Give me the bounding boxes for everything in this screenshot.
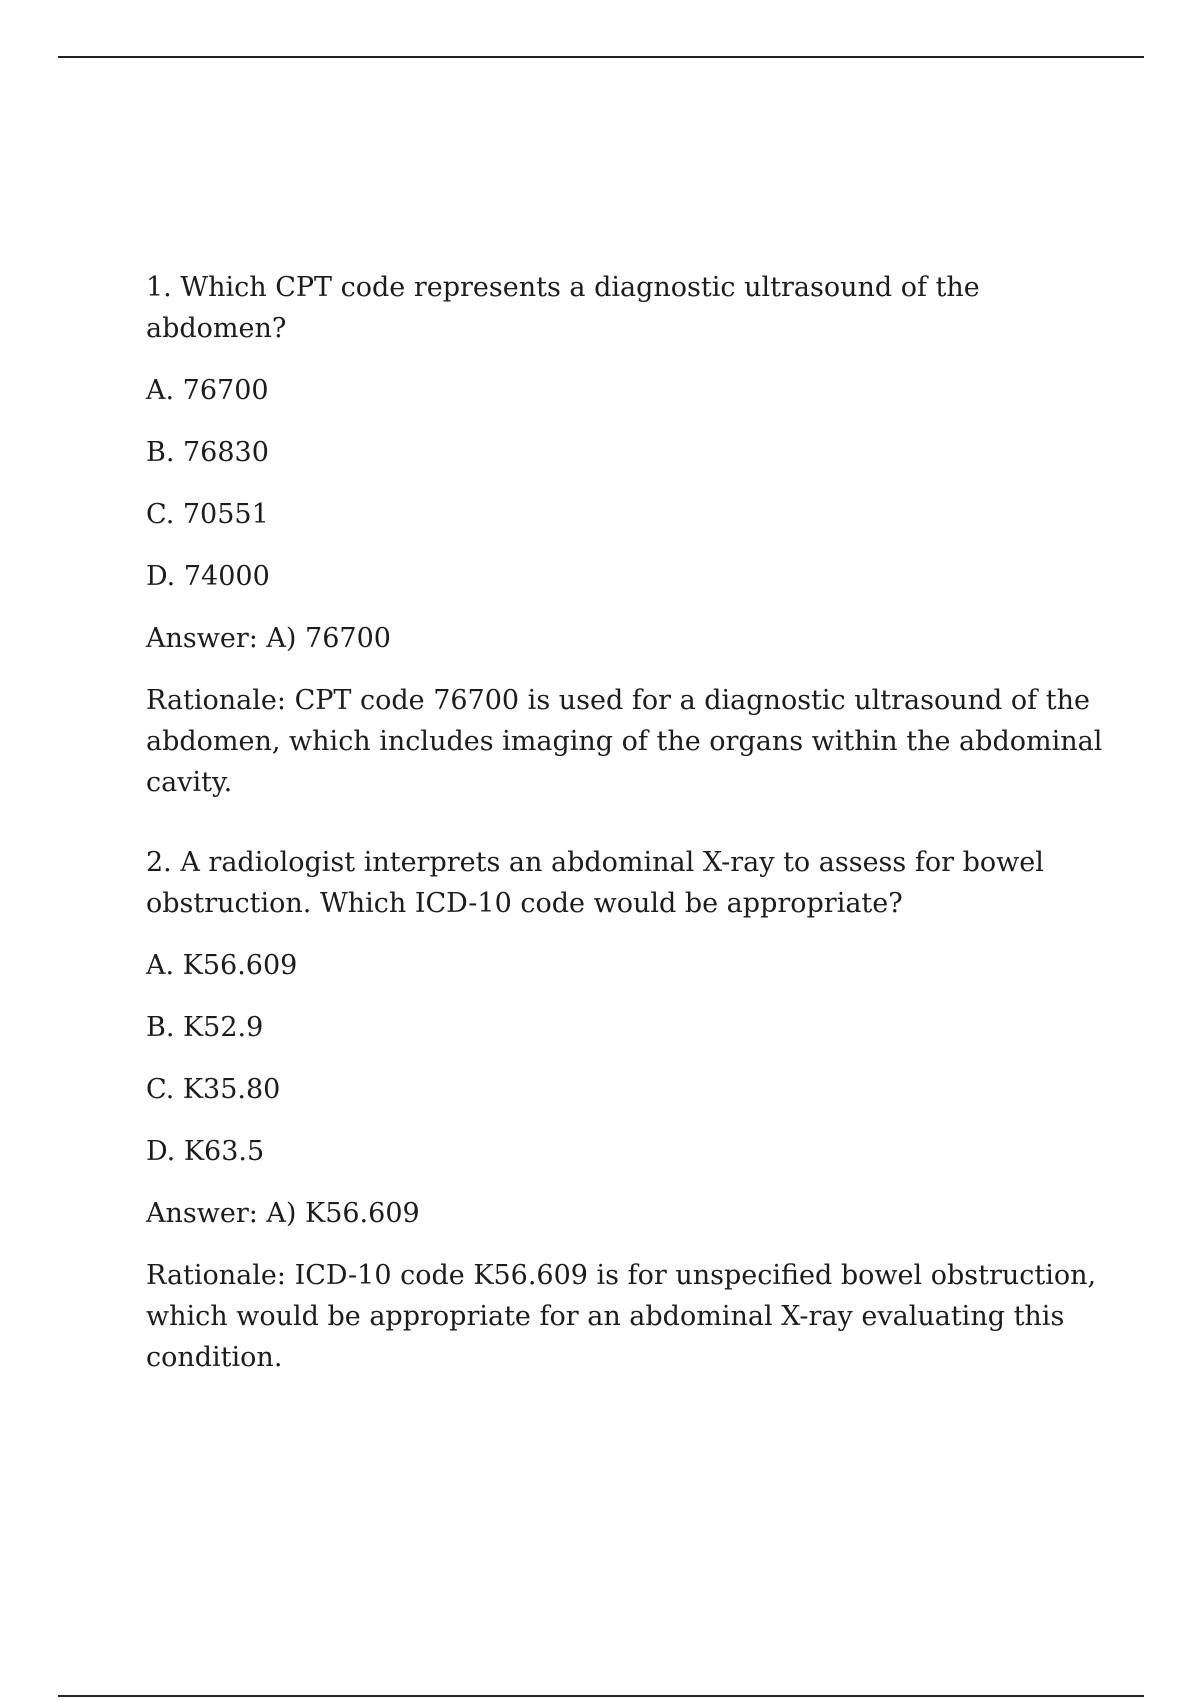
option-b: B. K52.9 [146,1012,264,1043]
rationale-text: Rationale: CPT code 76700 is used for a diagnostic ultrasound of the abdomen, which includes imaging of the organs within the abdominal cavity. [146,685,1103,798]
rationale-text: Rationale: ICD-10 code K56.609 is for unspecified bowel obstruction, which would be appropriate for an abdominal X-ray evaluating this condition. [146,1260,1097,1373]
answer-text: Answer: A) K56.609 [146,1198,420,1229]
option-a: A. 76700 [146,375,269,406]
option-c: C. 70551 [146,499,269,530]
question-text: 2. A radiologist interprets an abdominal X-ray to assess for bowel obstruction. Which ICD-10 code would be appropriate? [146,847,1044,919]
question-text: 1. Which CPT code represents a diagnostic ultrasound of the abdomen? [146,272,980,344]
option-d: D. K63.5 [146,1136,265,1167]
footer-divider [58,1695,1144,1697]
option-c: C. K35.80 [146,1074,281,1105]
header-divider [58,56,1144,58]
question-2 [146,842,1106,1378]
option-b: B. 76830 [146,437,269,468]
option-a: A. K56.609 [146,950,298,981]
answer-text: Answer: A) 76700 [146,623,391,654]
option-d: D. 74000 [146,561,270,592]
question-1 [146,267,1106,803]
